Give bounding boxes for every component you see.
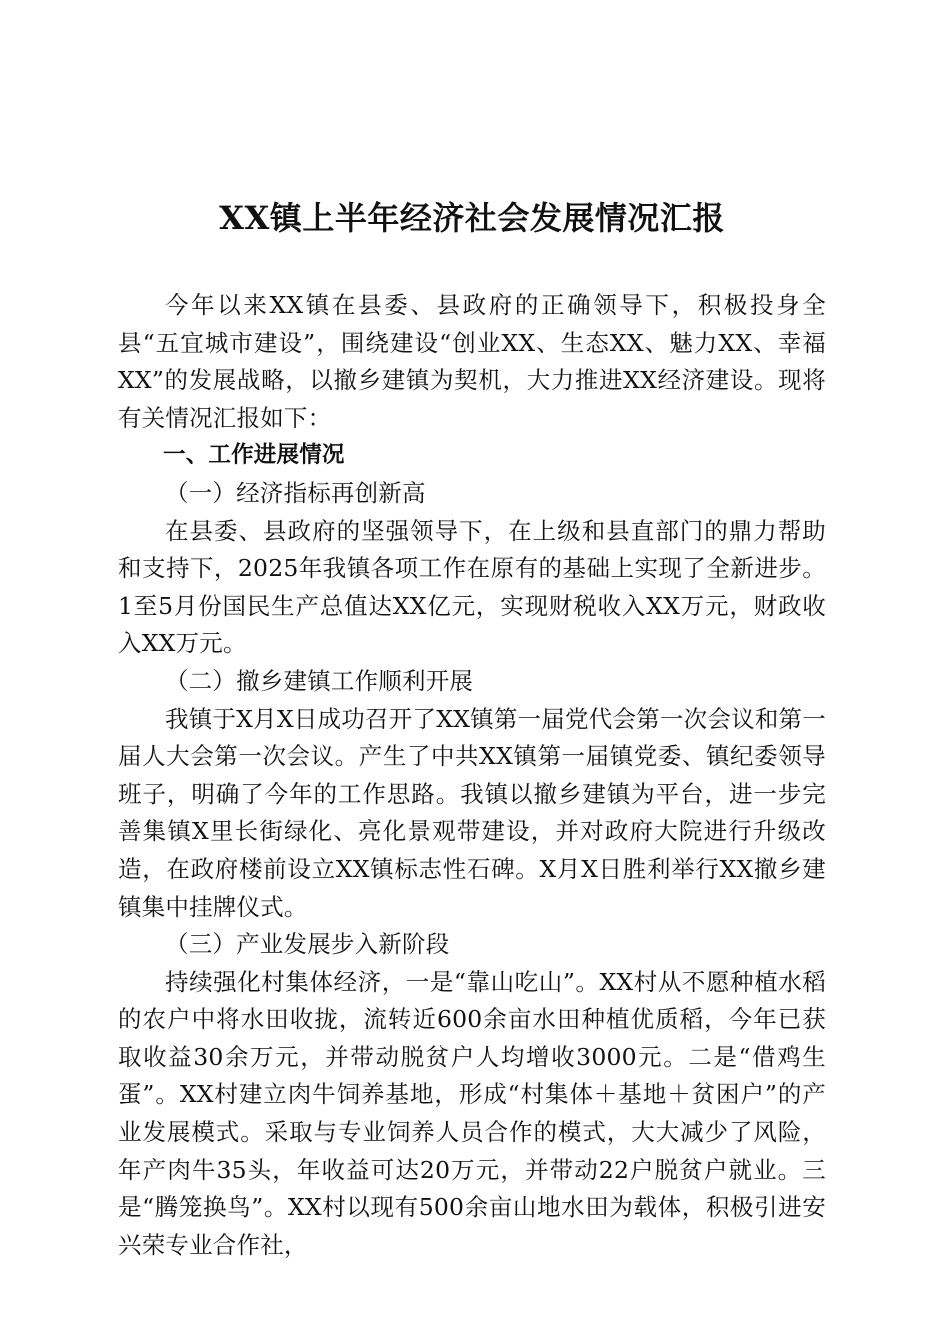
subsection-heading-2: （二）撤乡建镇工作顺利开展 [165,666,474,695]
subsection-paragraph-2: 我镇于X月X日成功召开了XX镇第一届党代会第一次会议和第一届人大会第一次会议。产生了中共XX镇第一届镇党委、镇纪委领导班子，明确了今年的工作思路。我镇以撤乡建镇为平台，进一步完善集镇X里长街绿化、亮化景观带建设，并对政府大院进行升级改造，在政府楼前设立XX镇标志性石碑。X月X日胜利举行XX撤乡建镇集中挂牌仪式。 [118,704,826,921]
subsection-paragraph-3: 持续强化村集体经济，一是“靠山吃山”。XX村从不愿种植水稻的农户中将水田收拢，流转近600余亩水田种植优质稻，今年已获取收益30余万元，并带动脱贫户人均增收3000元。二是“借鸡生蛋”。XX村建立肉牛饲养基地，形成“村集体＋基地＋贫困户”的产业发展模式。采取与专业饲养人员合作的模式，大大减少了风险，年产肉牛35头，年收益可达20万元，并带动22户脱贫户就业。三是“腾笼换鸟”。XX村以现有500余亩山地水田为载体，积极引进安兴荣专业合作社， [118,967,826,1259]
document-title: XX镇上半年经济社会发展情况汇报 [219,199,725,237]
section-heading-1: 一、工作进展情况 [163,442,345,469]
subsection-heading-1: （一）经济指标再创新高 [165,478,426,507]
intro-paragraph: 今年以来XX镇在县委、县政府的正确领导下，积极投身全县“五宜城市建设”，围绕建设“创业XX、生态XX、魅力XX、幸福XX”的发展战略，以撤乡建镇为契机，大力推进XX经济建设。现将有关情况汇报如下： [118,291,826,432]
subsection-paragraph-1: 在县委、县政府的坚强领导下，在上级和县直部门的鼎力帮助和支持下，2025年我镇各项工作在原有的基础上实现了全新进步。1至5月份国民生产总值达XX亿元，实现财税收入XX万元，财政收入XX万元。 [118,516,826,658]
document-body [118,287,826,1264]
subsection-heading-3: （三）产业发展步入新阶段 [165,930,450,959]
